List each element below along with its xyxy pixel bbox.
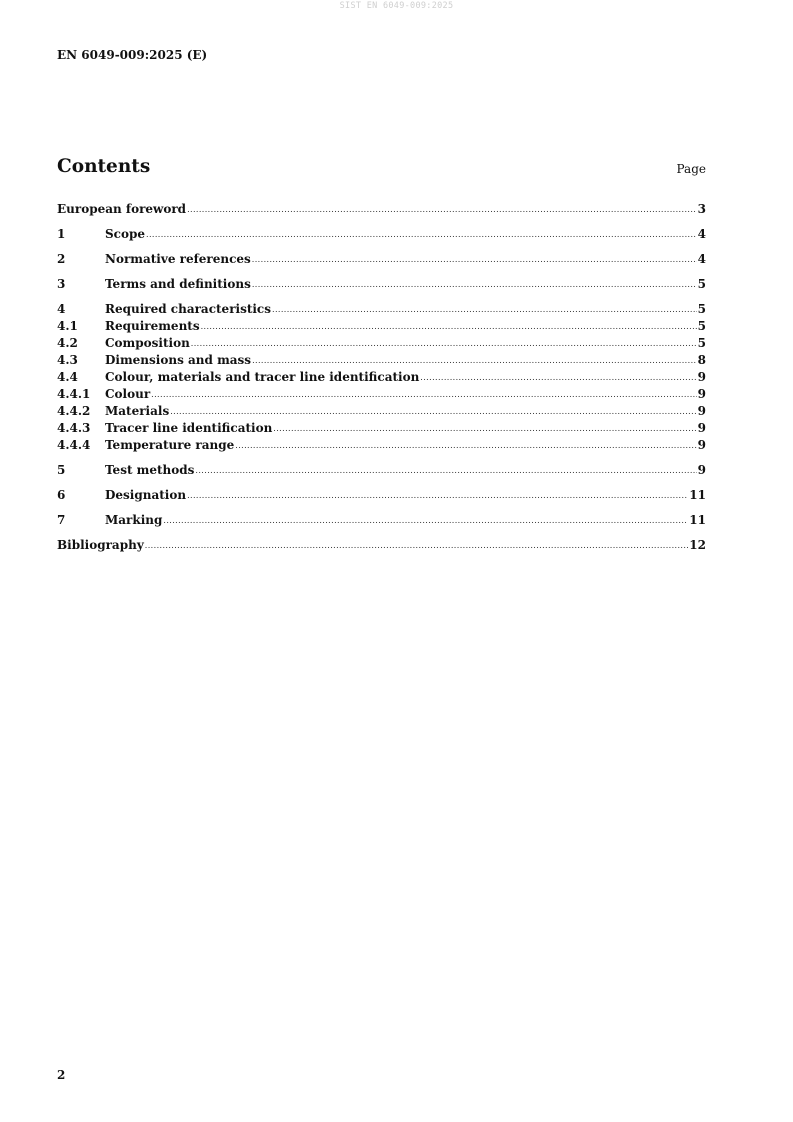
toc-leader-dots	[420, 369, 696, 386]
toc-entry-number: 4.4.1	[57, 387, 91, 401]
document-id: EN 6049-009:2025 (E)	[57, 48, 208, 62]
toc-entry-title: Marking	[105, 513, 163, 527]
toc-entry-page: 5	[697, 319, 706, 333]
toc-entry-page: 12	[689, 538, 706, 552]
toc-leader-dots	[170, 403, 696, 420]
toc-leader-dots	[235, 437, 696, 454]
toc-entry-number: 4.4.4	[57, 438, 91, 452]
toc-entry-title: Terms and definitions	[105, 277, 251, 291]
toc-entry-page: 3	[697, 202, 706, 216]
toc-entry-bibliography[interactable]	[57, 537, 706, 554]
toc-entry-number: 4.1	[57, 319, 78, 333]
page-number: 2	[57, 1068, 66, 1082]
toc-entry-temperature-range[interactable]	[57, 437, 706, 454]
toc-entry-title: Designation	[105, 488, 187, 502]
toc-entry-number: 1	[57, 227, 66, 241]
toc-entry-number: 2	[57, 252, 66, 266]
toc-leader-dots	[195, 462, 696, 479]
toc-entry-title: Bibliography	[57, 538, 144, 552]
toc-entry-composition[interactable]	[57, 335, 706, 352]
toc-entry-page: 11	[689, 513, 706, 527]
toc-entry-title: Tracer line identification	[105, 421, 273, 435]
toc-entry-page: 9	[697, 438, 706, 452]
contents-title: Contents	[57, 156, 151, 177]
toc-entry-page: 9	[697, 421, 706, 435]
toc-leader-dots	[163, 512, 688, 529]
toc-entry-page: 9	[697, 404, 706, 418]
toc-entry-title: European foreword	[57, 202, 187, 216]
toc-entry-title: Requirements	[105, 319, 200, 333]
toc-entry-page: 8	[697, 353, 706, 367]
toc-entry-test-methods[interactable]	[57, 462, 706, 479]
toc-entry-number: 4.3	[57, 353, 78, 367]
toc-leader-dots	[252, 251, 697, 268]
toc-entry-colour[interactable]	[57, 386, 706, 403]
toc-entry-required-characteristics[interactable]	[57, 301, 706, 318]
toc-entry-title: Required characteristics	[105, 302, 271, 316]
toc-entry-number: 6	[57, 488, 66, 502]
page-column-label: Page	[676, 162, 706, 176]
toc-entry-european-foreword[interactable]	[57, 201, 706, 218]
toc-entry-page: 4	[697, 252, 706, 266]
toc-leader-dots	[151, 386, 696, 403]
toc-leader-dots	[252, 352, 697, 369]
toc-entry-page: 5	[697, 336, 706, 350]
toc-entry-page: 9	[697, 463, 706, 477]
toc-entry-title: Temperature range	[105, 438, 235, 452]
watermark: SIST EN 6049-009:2025	[339, 1, 454, 11]
toc-entry-page: 9	[697, 387, 706, 401]
toc-leader-dots	[201, 318, 697, 335]
toc-entry-dimensions-and-mass[interactable]	[57, 352, 706, 369]
toc-entry-title: Materials	[105, 404, 170, 418]
toc-entry-page: 9	[697, 370, 706, 384]
toc-entry-number: 5	[57, 463, 66, 477]
toc-entry-number: 4.2	[57, 336, 78, 350]
toc-entry-colour-materials-tracer[interactable]	[57, 369, 706, 386]
toc-leader-dots	[145, 537, 689, 554]
toc-entry-title: Test methods	[105, 463, 195, 477]
toc-entry-normative-references[interactable]	[57, 251, 706, 268]
toc-entry-number: 7	[57, 513, 66, 527]
table-of-contents	[57, 201, 706, 554]
toc-entry-title: Scope	[105, 227, 146, 241]
toc-leader-dots	[187, 487, 688, 504]
toc-entry-page: 5	[697, 302, 706, 316]
toc-entry-designation[interactable]	[57, 487, 706, 504]
toc-entry-scope[interactable]	[57, 226, 706, 243]
toc-entry-number: 4.4.3	[57, 421, 91, 435]
toc-leader-dots	[272, 301, 697, 318]
toc-entry-number: 4	[57, 302, 66, 316]
toc-entry-page: 4	[697, 227, 706, 241]
toc-entry-title: Dimensions and mass	[105, 353, 252, 367]
toc-entry-title: Composition	[105, 336, 190, 350]
toc-entry-page: 11	[689, 488, 706, 502]
toc-entry-number: 4.4	[57, 370, 78, 384]
toc-leader-dots	[252, 276, 697, 293]
toc-entry-title: Normative references	[105, 252, 251, 266]
toc-entry-title: Colour, materials and tracer line identification	[105, 370, 420, 384]
toc-leader-dots	[191, 335, 697, 352]
toc-entry-requirements[interactable]	[57, 318, 706, 335]
toc-entry-tracer-line-identification[interactable]	[57, 420, 706, 437]
toc-entry-terms-and-definitions[interactable]	[57, 276, 706, 293]
toc-entry-number: 3	[57, 277, 66, 291]
toc-entry-materials[interactable]	[57, 403, 706, 420]
toc-leader-dots	[146, 226, 697, 243]
toc-entry-marking[interactable]	[57, 512, 706, 529]
toc-entry-page: 5	[697, 277, 706, 291]
toc-entry-number: 4.4.2	[57, 404, 91, 418]
toc-leader-dots	[187, 201, 697, 218]
toc-leader-dots	[273, 420, 696, 437]
toc-entry-title: Colour	[105, 387, 151, 401]
